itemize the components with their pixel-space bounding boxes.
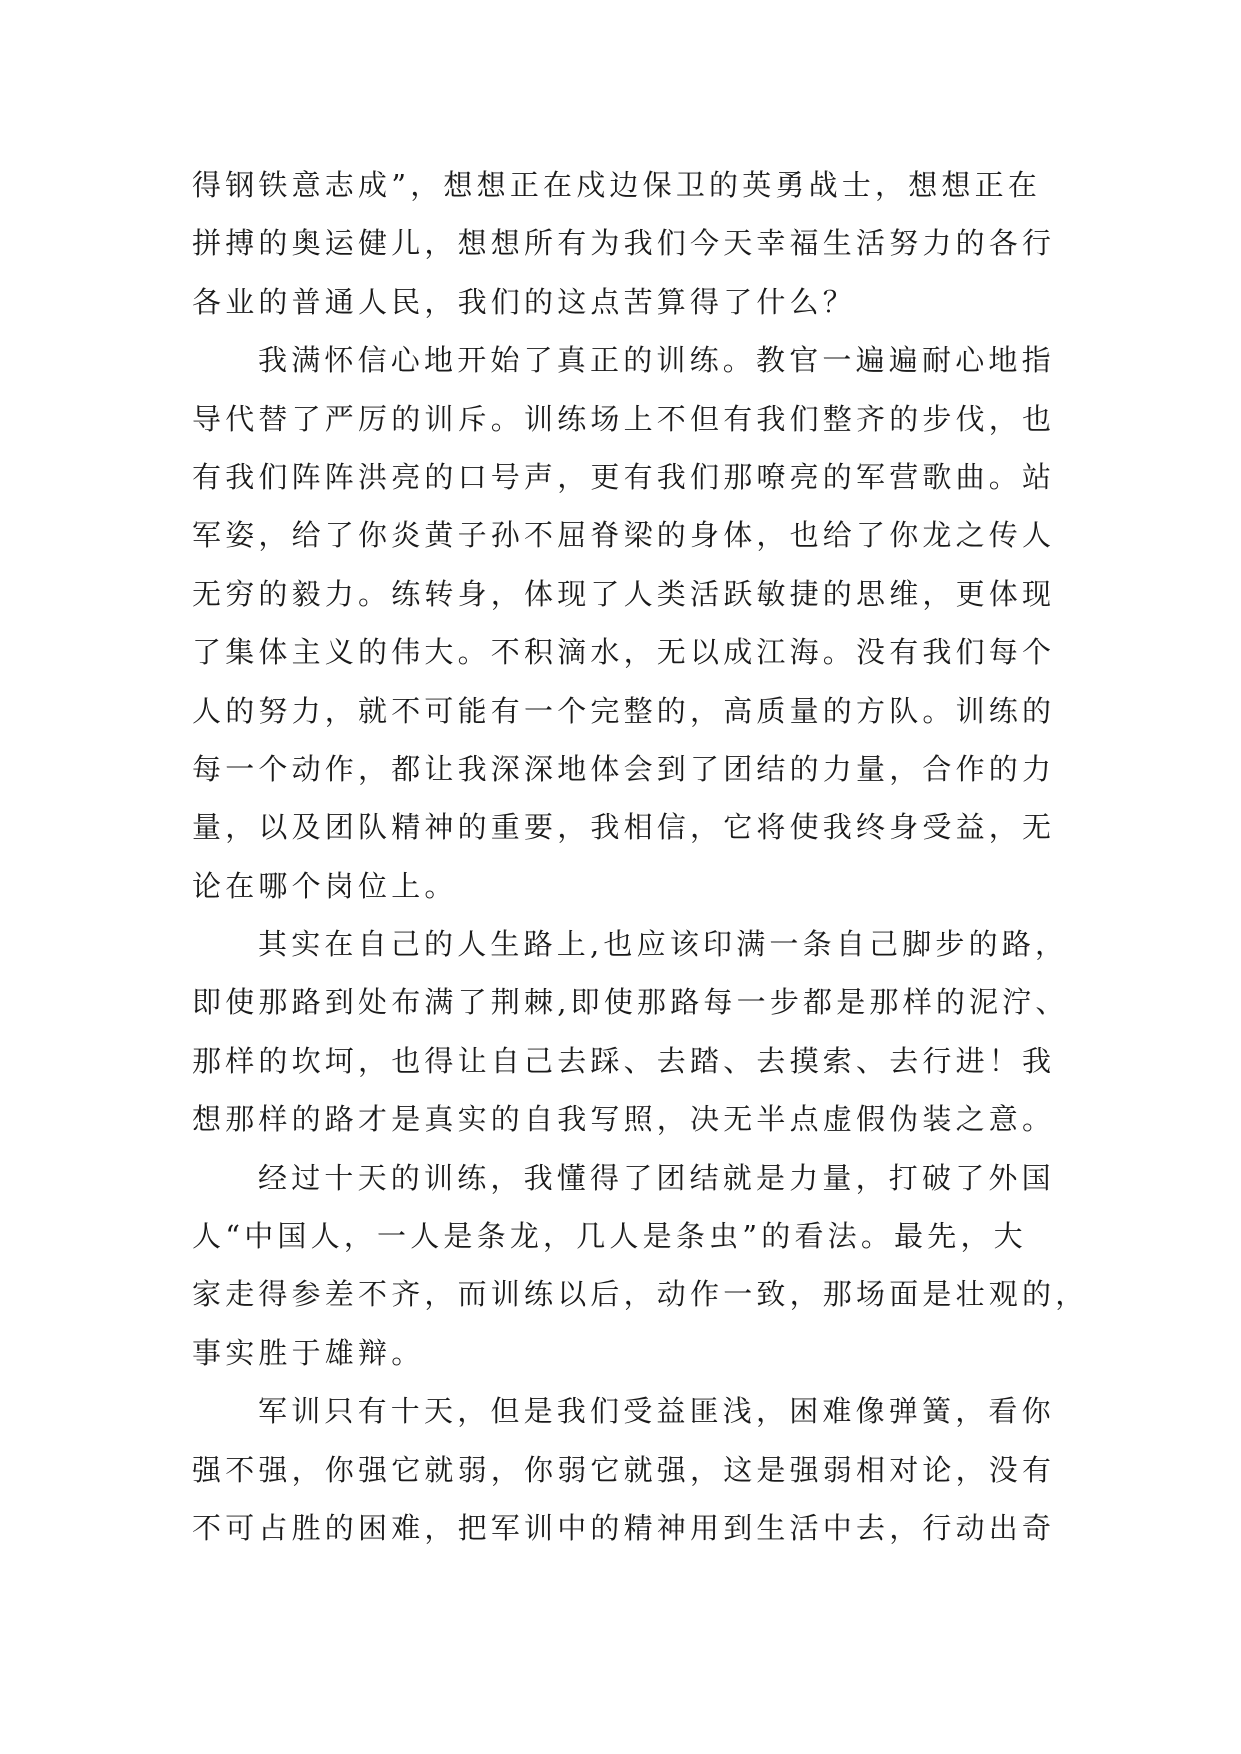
text-line: 了集体主义的伟大。不积滴水，无以成江海。没有我们每个 bbox=[192, 635, 1056, 670]
paragraph-1 bbox=[192, 156, 1072, 331]
text-line: 想那样的路才是真实的自我写照，决无半点虚假伪装之意。 bbox=[192, 1102, 1056, 1137]
document-body bbox=[192, 156, 1089, 1557]
text-line: 得钢铁意志成”，想想正在戍边保卫的英勇战士，想想正在 bbox=[192, 168, 1042, 202]
text-line: 各业的普通人民，我们的这点苦算得了什么？ bbox=[192, 284, 857, 319]
text-line: 事实胜于雄辩。 bbox=[192, 1335, 425, 1370]
text-line: 量，以及团队精神的重要，我相信，它将使我终身受益，无 bbox=[192, 810, 1056, 845]
text-line: 军姿，给了你炎黄子孙不屈脊梁的身体，也给了你龙之传人 bbox=[192, 518, 1056, 553]
text-line: 不可占胜的困难，把军训中的精神用到生活中去，行动出奇 bbox=[192, 1510, 1056, 1545]
text-line: 每一个动作，都让我深深地体会到了团结的力量，合作的力 bbox=[192, 751, 1056, 786]
paragraph-4 bbox=[192, 1149, 1089, 1383]
text-line: 有我们阵阵洪亮的口号声，更有我们那嘹亮的军营歌曲。站 bbox=[192, 459, 1056, 494]
text-line: 无穷的毅力。练转身，体现了人类活跃敏捷的思维，更体现 bbox=[192, 576, 1056, 611]
text-line: 论在哪个岗位上。 bbox=[192, 868, 458, 903]
text-line: 其实在自己的人生路上,也应该印满一条自己脚步的路， bbox=[258, 927, 1069, 962]
text-line: 人“中国人，一人是条龙，几人是条虫”的看法。最先，大 bbox=[192, 1219, 1027, 1254]
text-line: 我满怀信心地开始了真正的训练。教官一遍遍耐心地指 bbox=[258, 343, 1055, 378]
paragraph-2 bbox=[192, 331, 1072, 915]
text-line: 即使那路到处布满了荆棘,即使那路每一步都是那样的泥泞、 bbox=[192, 985, 1069, 1020]
text-line: 经过十天的训练，我懂得了团结就是力量，打破了外国 bbox=[258, 1160, 1055, 1195]
text-line: 拼搏的奥运健儿，想想所有为我们今天幸福生活努力的各行 bbox=[192, 226, 1056, 261]
text-line: 军训只有十天，但是我们受益匪浅，困难像弹簧，看你 bbox=[258, 1394, 1055, 1429]
text-line: 强不强，你强它就弱，你弱它就强，这是强弱相对论，没有 bbox=[192, 1452, 1056, 1487]
text-line: 家走得参差不齐，而训练以后，动作一致，那场面是壮观的， bbox=[192, 1277, 1089, 1312]
paragraph-5 bbox=[192, 1382, 1072, 1557]
text-line: 那样的坎坷，也得让自己去踩、去踏、去摸索、去行进！我 bbox=[192, 1043, 1056, 1078]
text-line: 人的努力，就不可能有一个完整的，高质量的方队。训练的 bbox=[192, 693, 1056, 728]
paragraph-3 bbox=[192, 915, 1072, 1149]
text-line: 导代替了严厉的训斥。训练场上不但有我们整齐的步伐，也 bbox=[192, 401, 1056, 436]
